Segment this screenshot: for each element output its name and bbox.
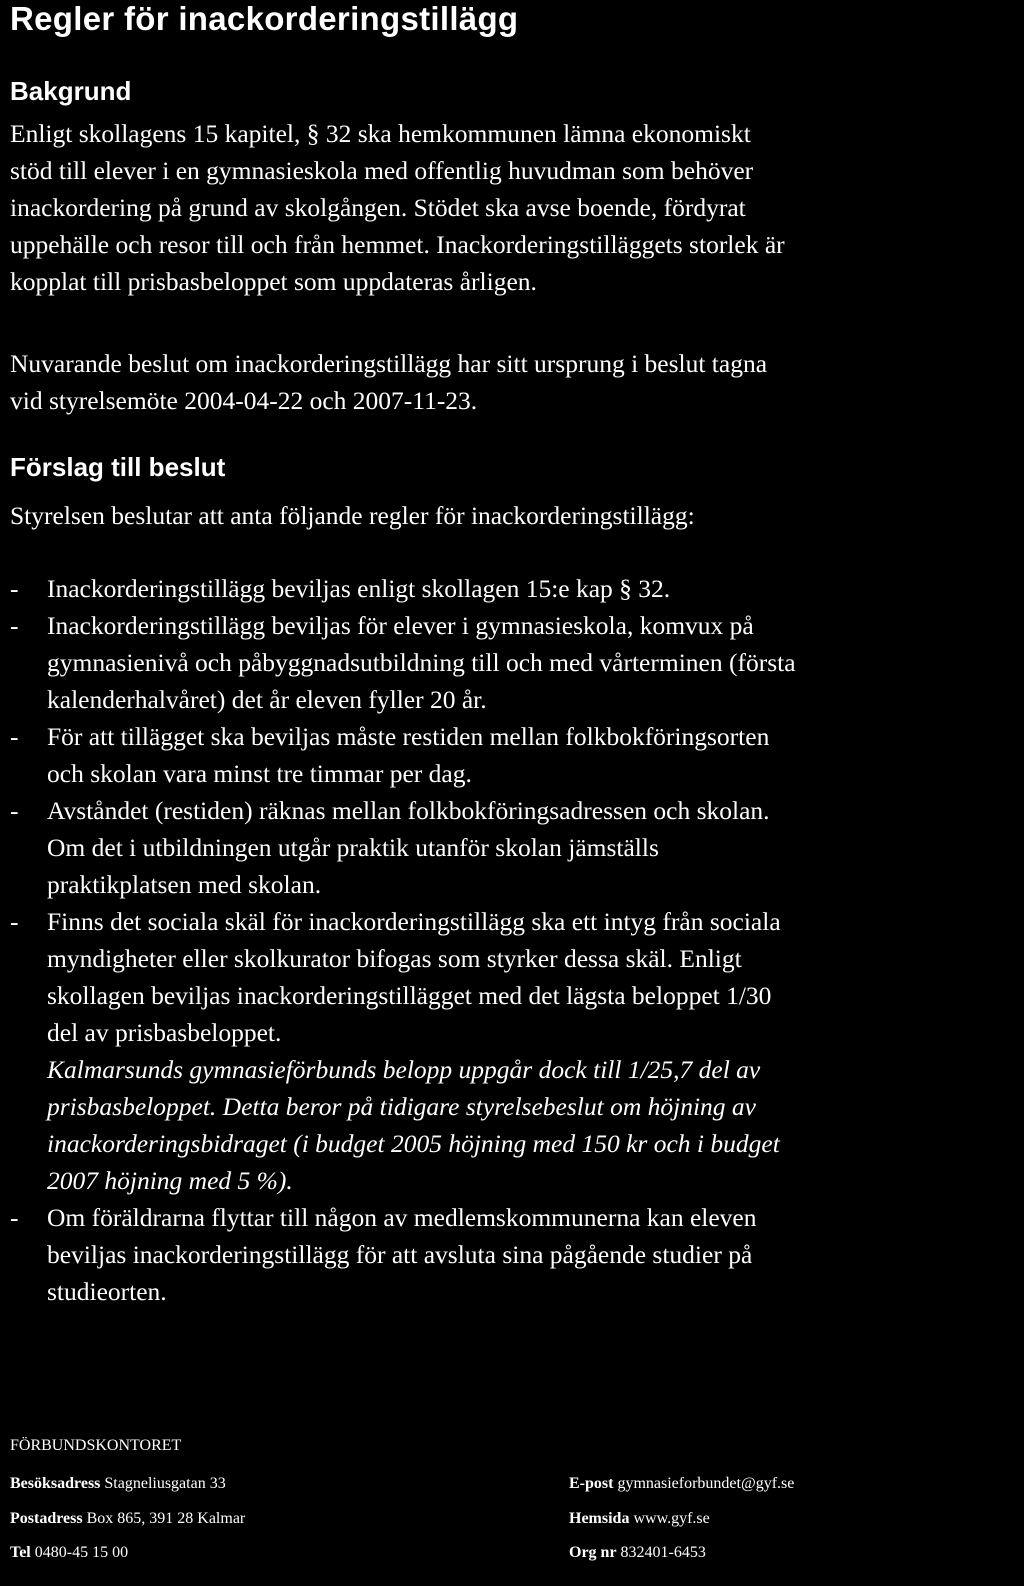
- text-line: Inackorderingstillägg beviljas enligt skollagen 15:e kap § 32.: [47, 574, 671, 603]
- list-item: [10, 570, 796, 607]
- list-item: [10, 1199, 796, 1310]
- background-paragraph-1: [10, 115, 785, 300]
- text-line: Om det i utbildningen utgår praktik utanför skolan jämställs: [47, 833, 659, 862]
- footer-label: E-post: [569, 1475, 614, 1492]
- list-item: [10, 607, 796, 718]
- text-line: skollagen beviljas inackorderingstillägget med det lägsta beloppet 1/30: [47, 981, 772, 1010]
- dash-bullet: -: [10, 907, 19, 936]
- footer-visit-address: [10, 1475, 226, 1493]
- text-line: gymnasienivå och påbyggnadsutbildning till och med vårterminen (första: [47, 648, 796, 677]
- text-line: Inackorderingstillägg beviljas för elever i gymnasieskola, komvux på: [47, 611, 754, 640]
- italic-text-line: prisbasbeloppet. Detta beror på tidigare styrelsebeslut om höjning av: [47, 1092, 756, 1121]
- list-item: [10, 792, 796, 903]
- footer-label: Org nr: [569, 1544, 617, 1561]
- list-item: [10, 718, 796, 792]
- footer-postal-address: [10, 1510, 245, 1528]
- dash-bullet: -: [10, 1203, 19, 1232]
- footer-office: FÖRBUNDSKONTORET: [10, 1437, 182, 1454]
- dash-bullet: -: [10, 574, 19, 603]
- background-paragraph-2: [10, 345, 767, 419]
- text-line: praktikplatsen med skolan.: [47, 870, 322, 899]
- footer-phone: [10, 1544, 128, 1562]
- proposal-intro: [10, 497, 695, 534]
- text-line: studieorten.: [47, 1277, 167, 1306]
- text-line: Styrelsen beslutar att anta följande regler för inackorderingstillägg:: [10, 501, 695, 530]
- italic-text-line: Kalmarsunds gymnasieförbunds belopp uppgår dock till 1/25,7 del av: [47, 1055, 761, 1084]
- footer-value: Box 865, 391 28 Kalmar: [86, 1510, 246, 1527]
- text-line: Avståndet (restiden) räknas mellan folkbokföringsadressen och skolan.: [47, 796, 770, 825]
- text-line: Finns det sociala skäl för inackorderingstillägg ska ett intyg från sociala: [47, 907, 781, 936]
- text-line: uppehälle och resor till och från hemmet. Inackorderingstilläggets storlek är: [10, 230, 785, 259]
- footer-email: [569, 1475, 794, 1493]
- footer-org-number: [569, 1544, 706, 1562]
- footer-value: www.gyf.se: [633, 1510, 710, 1527]
- footer-value: gymnasieforbundet@gyf.se: [617, 1475, 795, 1492]
- footer-label: Besöksadress: [10, 1475, 101, 1492]
- document-title: Regler för inackorderingstillägg: [10, 0, 519, 37]
- italic-text-line: inackorderingsbidraget (i budget 2005 höjning med 150 kr och i budget: [47, 1129, 780, 1158]
- text-line: För att tillägget ska beviljas måste restiden mellan folkbokföringsorten: [47, 722, 770, 751]
- text-line: kopplat till prisbasbeloppet som uppdateras årligen.: [10, 267, 537, 296]
- text-line: Enligt skollagens 15 kapitel, § 32 ska hemkommunen lämna ekonomiskt: [10, 119, 751, 148]
- dash-bullet: -: [10, 796, 19, 825]
- text-line: vid styrelsemöte 2004-04-22 och 2007-11-23.: [10, 386, 478, 415]
- text-line: Nuvarande beslut om inackorderingstillägg har sitt ursprung i beslut tagna: [10, 349, 768, 378]
- dash-bullet: -: [10, 611, 19, 640]
- list-item: [10, 903, 796, 1199]
- text-line: inackordering på grund av skolgången. Stödet ska avse boende, fördyrat: [10, 193, 746, 222]
- footer-value: 832401-6453: [620, 1544, 706, 1561]
- text-line: beviljas inackorderingstillägg för att avsluta sina pågående studier på: [47, 1240, 753, 1269]
- text-line: del av prisbasbeloppet.: [47, 1018, 282, 1047]
- footer-label: Postadress: [10, 1510, 83, 1527]
- heading-background: Bakgrund: [10, 76, 132, 106]
- text-line: stöd till elever i en gymnasieskola med offentlig huvudman som behöver: [10, 156, 754, 185]
- footer-label: Tel: [10, 1544, 31, 1561]
- text-line: myndigheter eller skolkurator bifogas som styrker dessa skäl. Enligt: [47, 944, 742, 973]
- footer-label: Hemsida: [569, 1510, 630, 1527]
- rules-list: [10, 570, 796, 1310]
- text-line: kalenderhalvåret) det år eleven fyller 20 år.: [47, 685, 487, 714]
- text-line: och skolan vara minst tre timmar per dag.: [47, 759, 472, 788]
- heading-proposal: Förslag till beslut: [10, 452, 226, 482]
- dash-bullet: -: [10, 722, 19, 751]
- text-line: Om föräldrarna flyttar till någon av medlemskommunerna kan eleven: [47, 1203, 757, 1232]
- footer-website: [569, 1510, 710, 1528]
- italic-text-line: 2007 höjning med 5 %).: [47, 1166, 293, 1195]
- footer-value: 0480-45 15 00: [34, 1544, 129, 1561]
- footer-value: Stagneliusgatan 33: [104, 1475, 226, 1492]
